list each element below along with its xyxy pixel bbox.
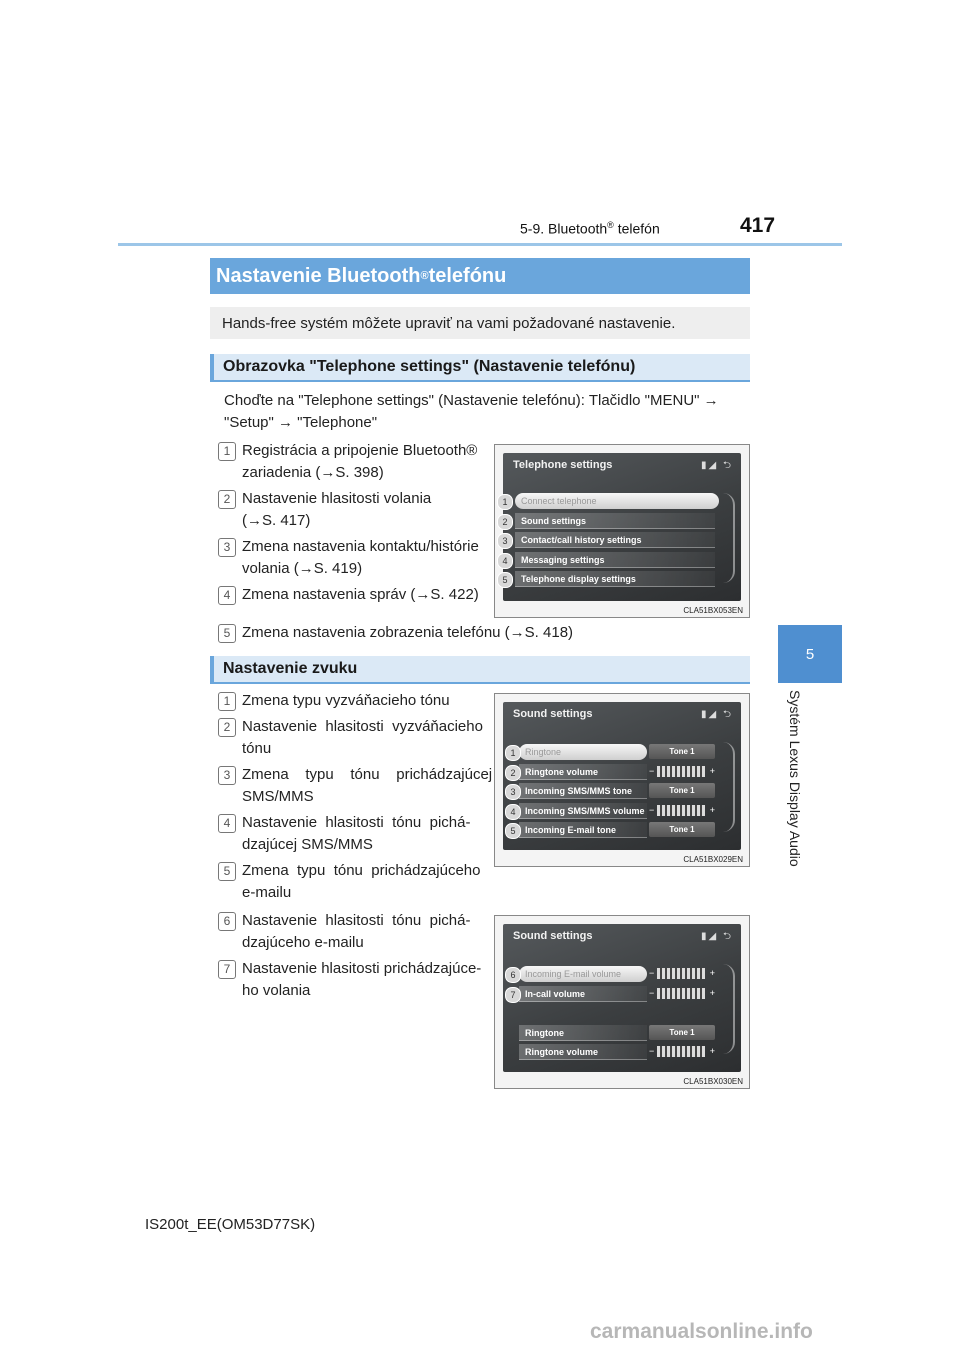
scroll-indicator: [723, 742, 735, 832]
list-item: 5 Zmena typu tónu prichádzajúceho e-mailu: [218, 860, 482, 908]
list-item: 7 Nastavenie hlasitosti prichádzajúce- ho volania: [218, 958, 482, 1006]
volume-bar: − +: [649, 988, 715, 998]
item-number-badge: 7: [218, 960, 236, 979]
item-number-badge: 3: [218, 766, 236, 785]
callout-badge: 2: [505, 765, 521, 781]
chapter-tab: 5: [778, 625, 842, 683]
screen-title: Sound settings: [513, 708, 593, 720]
menu-row: Incoming E-mail volume: [519, 966, 647, 982]
screen-title: Sound settings: [513, 930, 593, 942]
item-number-badge: 6: [218, 912, 236, 931]
menu-row: Incoming E-mail tone: [519, 822, 647, 838]
item-number-badge: 5: [218, 624, 236, 643]
list-item: 4 Zmena nastavenia správ (→S. 422): [218, 584, 488, 608]
callout-badge: 5: [497, 572, 513, 588]
volume-bar: − +: [649, 805, 715, 815]
item-number-badge: 4: [218, 586, 236, 605]
callout-badge: 3: [497, 533, 513, 549]
chapter-title: Systém Lexus Display Audio: [787, 690, 803, 867]
tone-button: Tone 1: [649, 744, 715, 759]
list-item: 5 Zmena nastavenia zobrazenia telefónu (→S. 418): [218, 622, 748, 646]
figure-code: CLA51BX030EN: [683, 1077, 743, 1086]
scroll-indicator: [723, 493, 735, 583]
callout-badge: 2: [497, 514, 513, 530]
menu-row: Telephone display settings: [515, 571, 715, 587]
menu-row: Ringtone volume: [519, 1044, 647, 1060]
callout-badge: 3: [505, 784, 521, 800]
callout-badge: 5: [505, 823, 521, 839]
screenshot-sound-settings-1: [494, 693, 750, 867]
section-heading-sound-settings: Nastavenie zvuku: [210, 656, 750, 684]
section-heading-telephone-settings: Obrazovka "Telephone settings" (Nastavenie telefónu): [210, 354, 750, 382]
running-header-section: 5-9. Bluetooth® telefón: [520, 220, 660, 237]
menu-row: Incoming SMS/MMS volume: [519, 803, 647, 819]
screenshot-sound-settings-2: [494, 915, 750, 1089]
status-icons: ▮◢ ⮌: [701, 460, 733, 471]
item-number-badge: 3: [218, 538, 236, 557]
figure-code: CLA51BX053EN: [683, 606, 743, 615]
list-item: 1 Registrácia a pripojenie Bluetooth® zariadenia (→S. 398): [218, 440, 488, 488]
menu-row: Incoming SMS/MMS tone: [519, 783, 647, 799]
watermark: carmanualsonline.info: [590, 1320, 813, 1343]
menu-row: Contact/call history settings: [515, 532, 715, 548]
item-number-badge: 2: [218, 718, 236, 737]
menu-row: Messaging settings: [515, 552, 715, 568]
intro-box: Hands-free systém môžete upraviť na vami požadované nastavenie.: [210, 307, 750, 339]
scroll-indicator: [723, 964, 735, 1054]
tone-button: Tone 1: [649, 1025, 715, 1040]
menu-row: Ringtone: [519, 1025, 647, 1041]
volume-bar: − +: [649, 766, 715, 776]
volume-bar: − +: [649, 1046, 715, 1056]
menu-row: In-call volume: [519, 986, 647, 1002]
menu-row: Connect telephone: [515, 493, 719, 509]
screenshot-telephone-settings: [494, 444, 750, 618]
callout-badge: 1: [505, 745, 521, 761]
menu-row: Sound settings: [515, 513, 715, 529]
tone-button: Tone 1: [649, 783, 715, 798]
callout-badge: 1: [497, 494, 513, 510]
list-item: 3 Zmena typu tónu prichádzajúcej SMS/MMS: [218, 764, 482, 812]
screen-title: Telephone settings: [513, 459, 613, 471]
item-number-badge: 1: [218, 692, 236, 711]
volume-bar: − +: [649, 968, 715, 978]
list-item: 1 Zmena typu vyzváňacieho tónu: [218, 690, 482, 714]
page-number: 417: [740, 214, 776, 237]
menu-row: Ringtone volume: [519, 764, 647, 780]
document-code: IS200t_EE(OM53D77SK): [145, 1216, 316, 1233]
callout-badge: 7: [505, 987, 521, 1003]
list-item: 2 Nastavenie hlasitosti volania (→S. 417): [218, 488, 488, 536]
page-title: Nastavenie Bluetooth ® telefónu: [210, 258, 750, 294]
header-rule: [118, 243, 842, 246]
list-item: 4 Nastavenie hlasitosti tónu pichá- dzajúcej SMS/MMS: [218, 812, 482, 860]
list-item: 6 Nastavenie hlasitosti tónu pichá- dzajúceho e-mailu: [218, 910, 482, 958]
tone-button: Tone 1: [649, 822, 715, 837]
status-icons: ▮◢ ⮌: [701, 709, 733, 720]
item-number-badge: 1: [218, 442, 236, 461]
list-item: 2 Nastavenie hlasitosti vyzváňacieho tónu: [218, 716, 482, 764]
status-icons: ▮◢ ⮌: [701, 931, 733, 942]
menu-row: Ringtone: [519, 744, 647, 760]
list-item: 3 Zmena nastavenia kontaktu/histórie volania (→S. 419): [218, 536, 488, 584]
callout-badge: 4: [505, 804, 521, 820]
figure-code: CLA51BX029EN: [683, 855, 743, 864]
callout-badge: 4: [497, 553, 513, 569]
callout-badge: 6: [505, 967, 521, 983]
item-number-badge: 5: [218, 862, 236, 881]
instruction: Choďte na "Telephone settings" (Nastavenie telefónu): Tlačidlo "MENU" → "Setup" → "Telephone": [224, 392, 719, 431]
item-number-badge: 4: [218, 814, 236, 833]
item-number-badge: 2: [218, 490, 236, 509]
